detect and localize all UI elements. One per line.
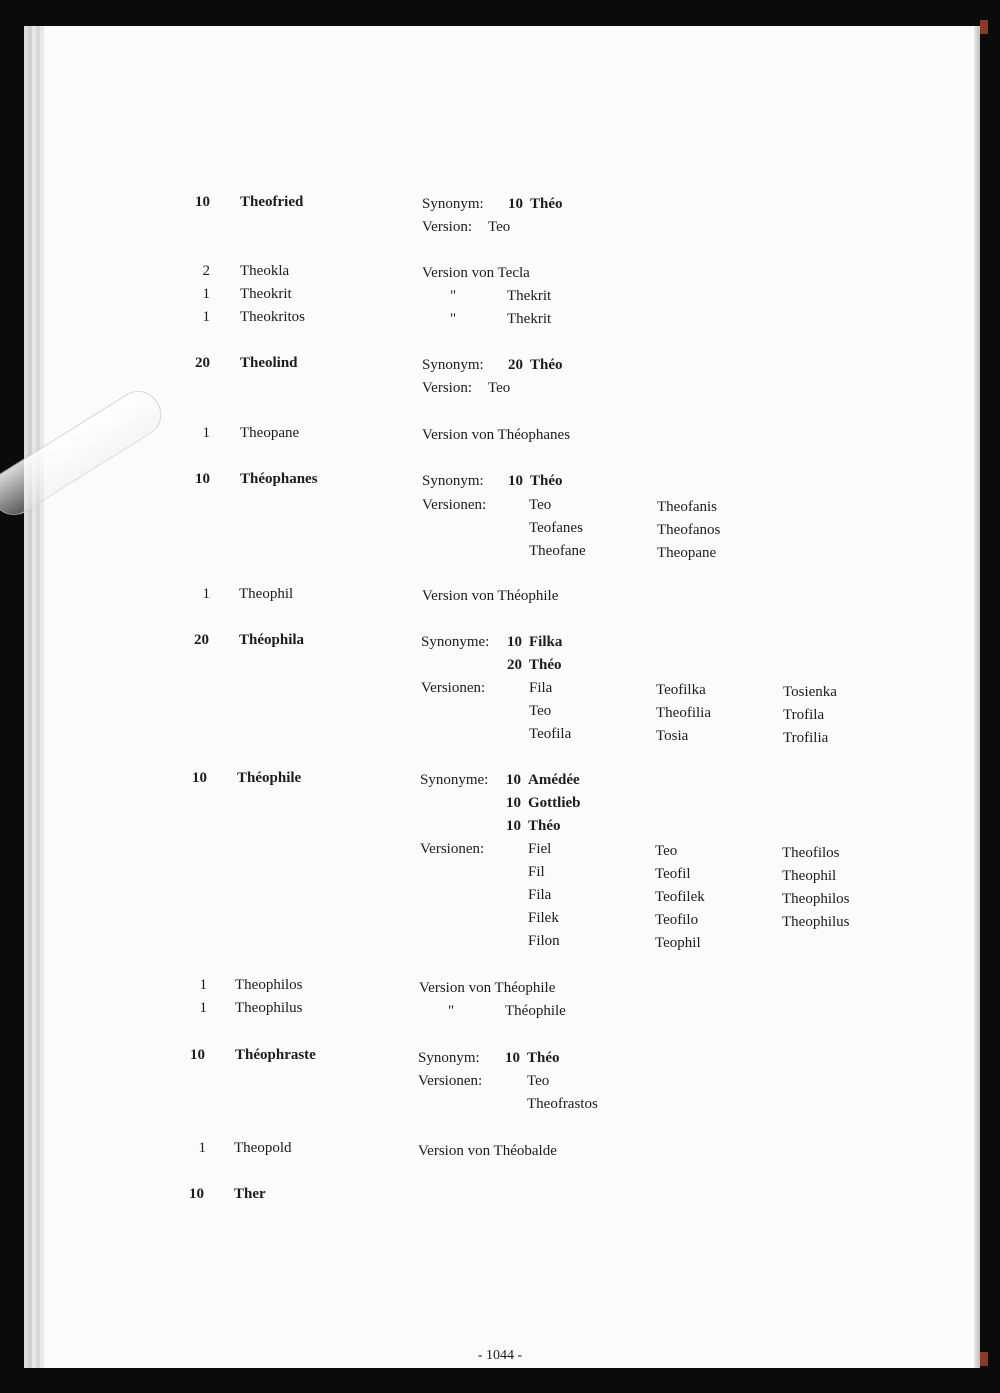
- version-value: Teo: [488, 380, 511, 396]
- entry-name: Theopold: [234, 1140, 292, 1156]
- page-tab-marker: [980, 20, 988, 34]
- entry-name: Ther: [234, 1186, 266, 1202]
- entry-count: 20: [195, 355, 210, 371]
- synonym-value: Amédée: [528, 772, 580, 788]
- version-value: Teofil: [655, 866, 691, 882]
- version-reference: Thekrit: [507, 288, 552, 304]
- version-value: Teofilo: [655, 912, 699, 928]
- versions-label: Versionen:: [420, 841, 485, 857]
- synonym-label: Synonym:: [418, 1050, 480, 1066]
- synonym-count: 10: [506, 818, 521, 834]
- synonym-count: 10: [506, 772, 521, 788]
- version-value: Teofilka: [656, 682, 706, 698]
- synonym-value: Théo: [528, 818, 561, 834]
- version-reference: Théophile: [505, 1003, 566, 1019]
- entry-count: 1: [199, 977, 207, 993]
- version-value: Theofrastos: [527, 1096, 598, 1112]
- entry-name: Théophraste: [235, 1047, 316, 1063]
- entry-name: Theolind: [240, 355, 298, 371]
- synonym-count: 10: [507, 634, 522, 650]
- entry-name: Theokla: [240, 263, 290, 279]
- entry-name: Theophilus: [235, 1000, 303, 1016]
- synonym-count: 10: [508, 196, 523, 212]
- version-value: Teo: [655, 843, 678, 859]
- entry-count: 10: [189, 1186, 204, 1202]
- entry-count: 1: [202, 309, 210, 325]
- entry-count: 1: [202, 286, 210, 302]
- version-value: Teofilek: [655, 889, 705, 905]
- synonym-value: Théo: [529, 657, 562, 673]
- version-value: Teo: [488, 219, 511, 235]
- entry-count: 2: [202, 263, 210, 279]
- entry-name: Theofried: [240, 194, 304, 210]
- version-value: Tosia: [656, 728, 689, 744]
- version-value: Teo: [529, 703, 552, 719]
- synonym-count: 10: [505, 1050, 520, 1066]
- version-value: Theofanos: [657, 522, 721, 538]
- entry-count: 10: [192, 770, 207, 786]
- version-value: Fil: [528, 864, 545, 880]
- entry-count: 1: [199, 1000, 207, 1016]
- book-page: [44, 26, 980, 1368]
- synonym-label: Synonym:: [422, 473, 484, 489]
- version-reference: Version von Théophile: [419, 980, 556, 996]
- version-value: Fiel: [528, 841, 552, 857]
- version-value: Theofane: [529, 543, 586, 559]
- entry-count: 20: [194, 632, 209, 648]
- version-value: Trofila: [783, 707, 825, 723]
- ditto-mark: ": [448, 1003, 455, 1019]
- entry-name: Théophanes: [240, 471, 318, 487]
- entry-count: 1: [202, 586, 210, 602]
- synonym-value: Théo: [530, 473, 563, 489]
- versions-label: Versionen:: [422, 497, 487, 513]
- version-value: Fila: [529, 680, 553, 696]
- version-value: Theofanis: [657, 499, 717, 515]
- ditto-mark: ": [450, 288, 457, 304]
- entry-name: Théophila: [239, 632, 305, 648]
- version-value: Theophilus: [782, 914, 850, 930]
- entry-name: Theokrit: [240, 286, 292, 302]
- synonyms-label: Synonyme:: [420, 772, 489, 788]
- version-reference: Version von Théophanes: [422, 427, 571, 443]
- synonym-count: 10: [506, 795, 521, 811]
- synonym-label: Synonym:: [422, 196, 484, 212]
- entry-count: 1: [198, 1140, 206, 1156]
- version-label: Version:: [422, 380, 472, 396]
- version-value: Theofilia: [656, 705, 711, 721]
- entry-count: 10: [190, 1047, 205, 1063]
- page-number: - 1044 -: [477, 1348, 523, 1363]
- version-reference: Version von Tecla: [422, 265, 530, 281]
- entry-count: 10: [195, 471, 210, 487]
- entry-count: 1: [202, 425, 210, 441]
- version-value: Theopane: [657, 545, 717, 561]
- synonym-value: Filka: [529, 634, 563, 650]
- version-value: Trofilia: [783, 730, 829, 746]
- version-value: Theophilos: [782, 891, 850, 907]
- synonym-value: Théo: [530, 196, 563, 212]
- synonym-value: Théo: [527, 1050, 560, 1066]
- version-value: Teo: [527, 1073, 550, 1089]
- synonyms-label: Synonyme:: [421, 634, 490, 650]
- page-edge: [974, 26, 980, 1368]
- version-value: Teofanes: [529, 520, 583, 536]
- synonym-value: Théo: [530, 357, 563, 373]
- synonym-count: 10: [508, 473, 523, 489]
- synonym-count: 20: [508, 357, 523, 373]
- version-value: Teophil: [655, 935, 701, 951]
- version-value: Theofilos: [782, 845, 840, 861]
- versions-label: Versionen:: [418, 1073, 483, 1089]
- version-value: Theophil: [782, 868, 837, 884]
- entry-name: Theophilos: [235, 977, 303, 993]
- version-reference: Version von Théophile: [422, 588, 559, 604]
- entry-name: Théophile: [237, 770, 302, 786]
- entry-name: Theokritos: [240, 309, 305, 325]
- synonym-label: Synonym:: [422, 357, 484, 373]
- version-value: Filon: [528, 933, 560, 949]
- synonym-value: Gottlieb: [528, 795, 581, 811]
- ditto-mark: ": [450, 311, 457, 327]
- version-label: Version:: [422, 219, 472, 235]
- entry-count: 10: [195, 194, 210, 210]
- version-reference: Version von Théobalde: [418, 1143, 557, 1159]
- version-value: Teofila: [529, 726, 572, 742]
- version-value: Filek: [528, 910, 559, 926]
- version-value: Teo: [529, 497, 552, 513]
- entry-name: Theophil: [239, 586, 294, 602]
- version-value: Fila: [528, 887, 552, 903]
- synonym-count: 20: [507, 657, 522, 673]
- version-value: Tosienka: [783, 684, 837, 700]
- version-reference: Thekrit: [507, 311, 552, 327]
- versions-label: Versionen:: [421, 680, 486, 696]
- entry-name: Theopane: [240, 425, 300, 441]
